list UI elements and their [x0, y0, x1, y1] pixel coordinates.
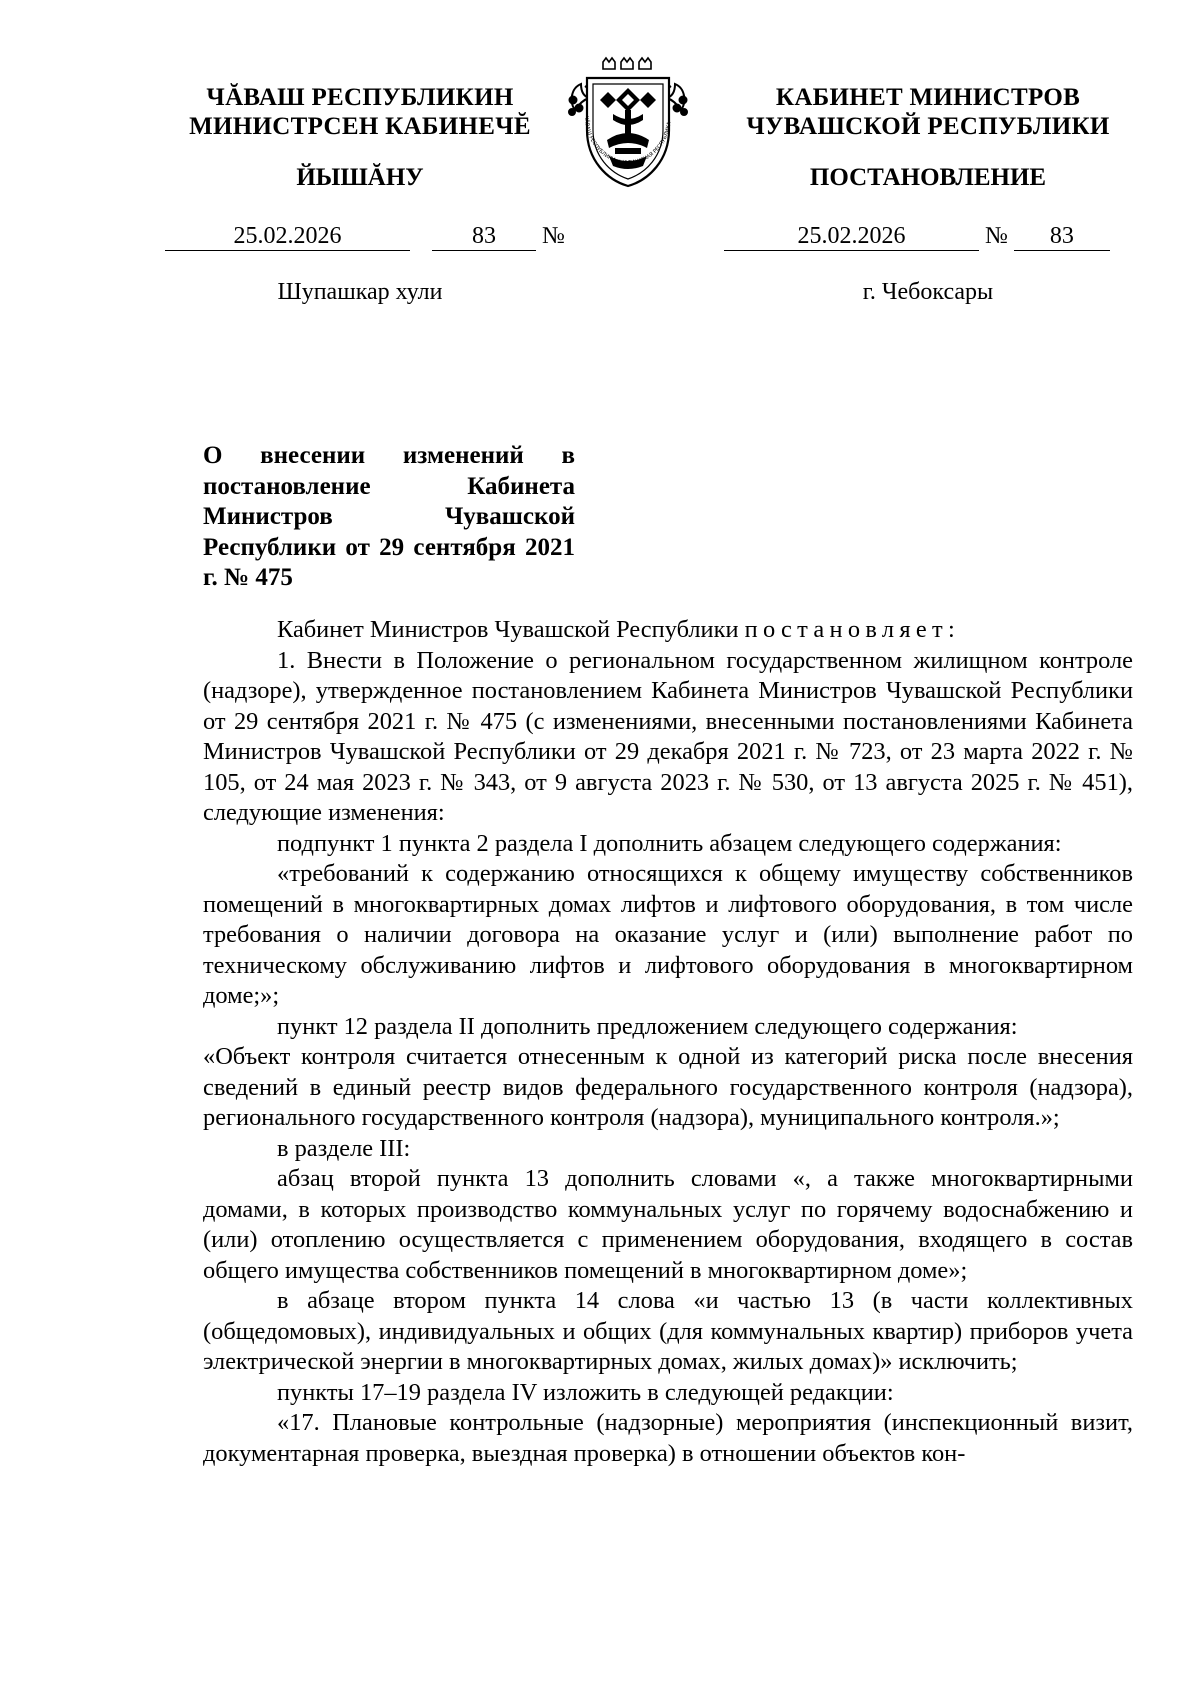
- right-number-sign: №: [985, 223, 1008, 249]
- crown-stars: [603, 58, 651, 69]
- issuer-name-chuvash: [160, 83, 560, 141]
- coat-of-arms-emblem: [563, 56, 693, 190]
- body-paragraph: пункт 12 раздела II дополнить предложением следующего содержания:: [277, 1012, 1018, 1040]
- issuer-line-1-ru: КАБИНЕТ МИНИСТРОВ: [775, 84, 1081, 111]
- intro-prefix: Кабинет Министров Чувашской Республики: [277, 616, 745, 643]
- doc-type-russian: ПОСТАНОВЛЕНИЕ: [809, 164, 1047, 191]
- right-date-number-line: [724, 222, 1110, 251]
- issuer-line-2: МИНИСТРСЕН КАБИНЕЧĔ: [189, 113, 531, 140]
- body-paragraph: в абзаце втором пункта 14 слова «и частью 13 (в части коллективных (общедомовых), индивидуальных и общих (для коммунальных квартир) приборов учета электрической энергии в многоквартирных домах, жилых домах)» исключить;: [203, 1287, 1133, 1375]
- body-paragraph: подпункт 1 пункта 2 раздела I дополнить абзацем следующего содержания:: [277, 829, 1062, 857]
- left-number: 83: [432, 222, 536, 251]
- body-paragraph: абзац второй пункта 13 дополнить словами «, а также многоквартирными домами, в которых производство коммунальных услуг по горячему водоснабжению и (или) отоплению осуществляется с применением оборудования, входящего в состав общего имущества собственников помещений в многоквартирном доме»;: [203, 1165, 1133, 1284]
- intro-paragraph: [203, 615, 1133, 646]
- issuer-name-russian: [718, 83, 1138, 141]
- document-body: [203, 615, 1133, 1469]
- doc-type-chuvash: ЙЫШĂНУ: [296, 164, 424, 191]
- city-russian: г. Чебоксары: [862, 279, 994, 305]
- intro-verb: постановляет:: [744, 616, 961, 643]
- body-paragraph: «17. Плановые контрольные (надзорные) мероприятия (инспекционный визит, документарная проверка, выездная проверка) в отношении объектов кон-: [203, 1409, 1133, 1467]
- body-paragraph: в разделе III:: [277, 1134, 411, 1162]
- body-paragraph-quote: «Объект контроля считается отнесенным к одной из категорий риска после внесения сведений в единый реестр видов федерального государственного контроля (надзора), регионального государственного контроля (надзора), муниципального контроля.»;: [203, 1043, 1133, 1131]
- body-paragraph: пункты 17–19 раздела IV изложить в следующей редакции:: [277, 1378, 894, 1406]
- left-number-sign: №: [542, 223, 565, 249]
- right-number: 83: [1014, 222, 1110, 251]
- city-chuvash: Шупашкар хули: [277, 279, 443, 305]
- issuer-line-1: ЧĂВАШ РЕСПУБЛИКИН: [206, 84, 514, 111]
- left-date-number-line: [165, 222, 565, 251]
- left-date: 25.02.2026: [165, 222, 410, 251]
- right-date: 25.02.2026: [724, 222, 979, 251]
- document-title: О внесении изменений в постановление Кабинета Министров Чувашской Республики от 29 сентября 2021 г. № 475: [203, 442, 575, 591]
- body-paragraph: 1. Внести в Положение о региональном государственном жилищном контроле (надзоре), утвержденное постановлением Кабинета Министров Чувашской Республики от 29 сентября 2021 г. № 475 (с изменениями, внесенными постановлениями Кабинета Министров Чувашской Республики от 29 декабря 2021 г. № 723, от 23 марта 2022 г. № 105, от 24 мая 2023 г. № 343, от 9 августа 2023 г. № 530, от 13 августа 2025 г. № 451), следующие изменения:: [203, 646, 1133, 826]
- body-paragraph: «требований к содержанию относящихся к общему имуществу собственников помещений в многоквартирных домах лифтов и лифтового оборудования, в том числе требования о наличии договора на оказание услуг и (или) выполнение работ по техническому обслуживанию лифтов и лифтового оборудования в многоквартирном доме;»;: [203, 860, 1133, 1009]
- issuer-line-2-ru: ЧУВАШСКОЙ РЕСПУБЛИКИ: [746, 113, 1110, 140]
- emblem-ring-text: ЧĂВАШ РЕСПУБЛИКИ ☼ ЧУВАШСКАЯ РЕСПУБЛИКА: [582, 115, 673, 167]
